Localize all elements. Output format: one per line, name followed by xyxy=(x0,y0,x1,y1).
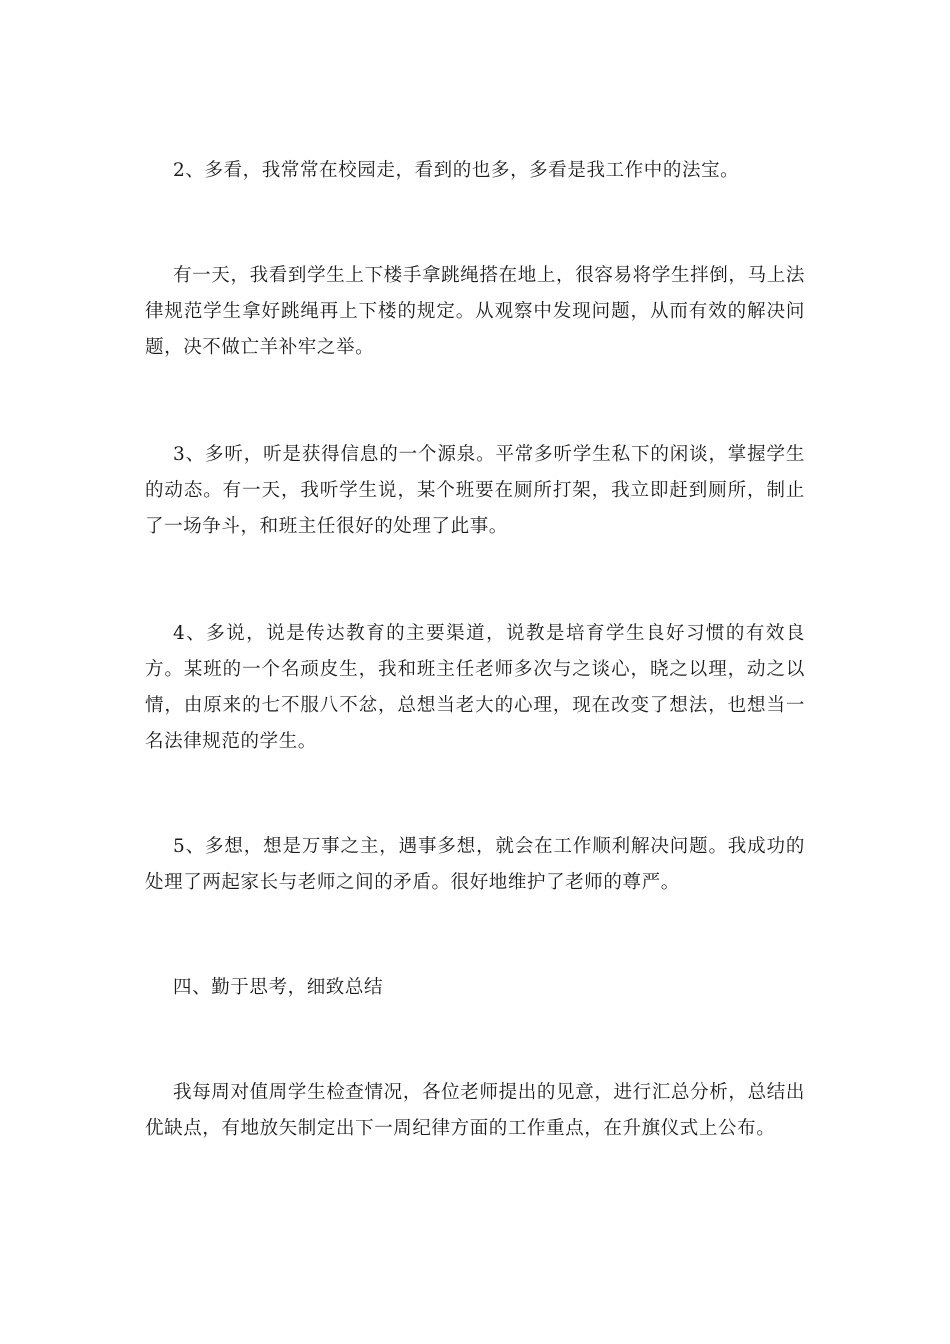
paragraph-observe: 2、多看，我常常在校园走，看到的也多，多看是我工作中的法宝。 xyxy=(173,160,740,181)
paragraph-speak: 4、多说，说是传达教育的主要渠道，说教是培育学生良好习惯的有效良方。某班的一个名顽皮生，我和班主任老师多次与之谈心，晓之以理，动之以情，由原来的七不服八不忿，总想当老大的心理，现在改变了想法，也想当一名法律规范的学生。 xyxy=(145,623,805,752)
paragraph-listen: 3、多听，听是获得信息的一个源泉。平常多听学生私下的闲谈，掌握学生的动态。有一天，我听学生说，某个班要在厕所打架，我立即赶到厕所，制止了一场争斗，和班主任很好的处理了此事。 xyxy=(145,444,805,537)
paragraph-jump-rope-example: 有一天，我看到学生上下楼手拿跳绳搭在地上，很容易将学生拌倒，马上法律规范学生拿好跳绳再上下楼的规定。从观察中发现问题，从而有效的解决问题，决不做亡羊补牢之举。 xyxy=(145,265,805,358)
paragraph-think: 5、多想，想是万事之主，遇事多想，就会在工作顺利解决问题。我成功的处理了两起家长与老师之间的矛盾。很好地维护了老师的尊严。 xyxy=(145,836,805,893)
section-heading: 四、勤于思考，细致总结 xyxy=(173,977,384,998)
paragraph-weekly-summary: 我每周对值周学生检查情况，各位老师提出的见意，进行汇总分析，总结出优缺点，有地放矢制定出下一周纪律方面的工作重点，在升旗仪式上公布。 xyxy=(145,1082,805,1139)
